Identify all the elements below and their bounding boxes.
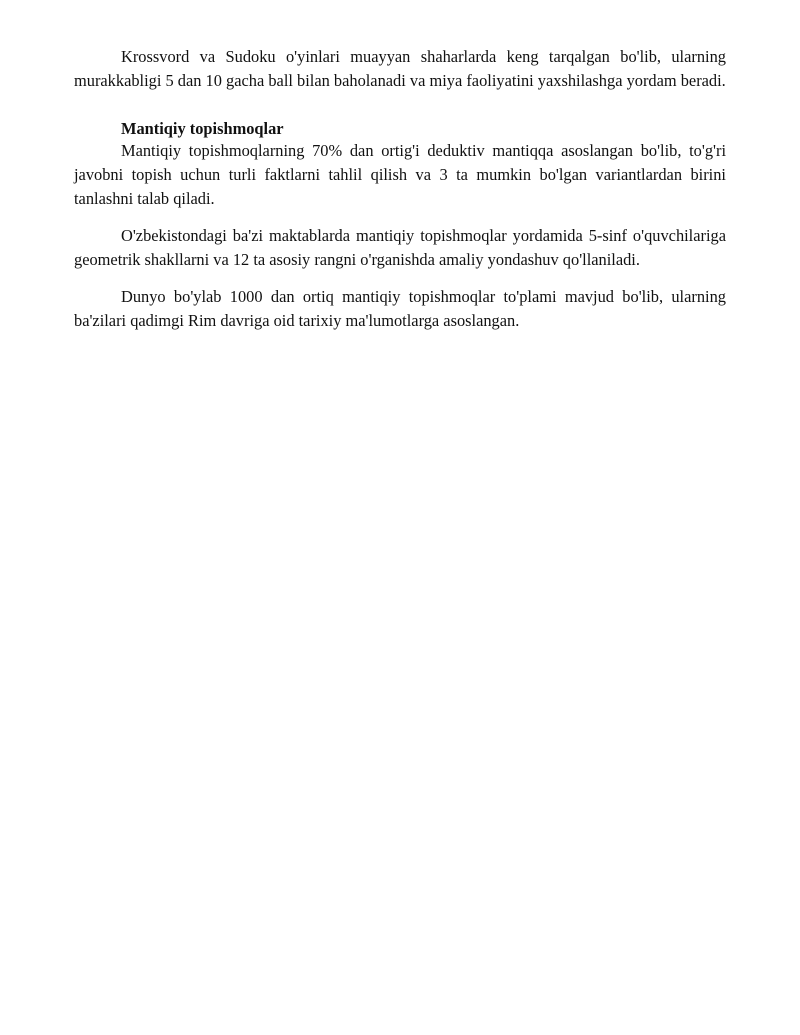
document-page	[74, 45, 726, 346]
section-spacer	[74, 106, 726, 119]
section-heading: Mantiqiy topishmoqlar	[121, 119, 284, 138]
section-paragraph: O'zbekistondagi ba'zi maktablarda mantiqiy topishmoqlar yordamida 5-sinf o'quvchilariga geometrik shakllarni va 12 ta asosiy rangni o'rganishda amaliy yondashuv qo'llaniladi.	[74, 226, 726, 269]
intro-paragraph: Krossvord va Sudoku o'yinlari muayyan shaharlarda keng tarqalgan bo'lib, ularning murakkabligi 5 dan 10 gacha ball bilan baholanadi va miya faoliyatini yaxshilashga yordam beradi.	[74, 47, 726, 90]
section-paragraph: Dunyo bo'ylab 1000 dan ortiq mantiqiy topishmoqlar to'plami mavjud bo'lib, ularning ba'zilari qadimgi Rim davriga oid tarixiy ma'lumotlarga asoslangan.	[74, 287, 726, 330]
section-mantiqiy-topishmoqlar	[74, 119, 726, 333]
section-paragraph: Mantiqiy topishmoqlarning 70% dan ortig'i deduktiv mantiqqa asoslangan bo'lib, to'g'ri javobni topish uchun turli faktlarni tahlil qilish va 3 ta mumkin bo'lgan variantlardan birini tanlashni talab qiladi.	[74, 141, 726, 208]
